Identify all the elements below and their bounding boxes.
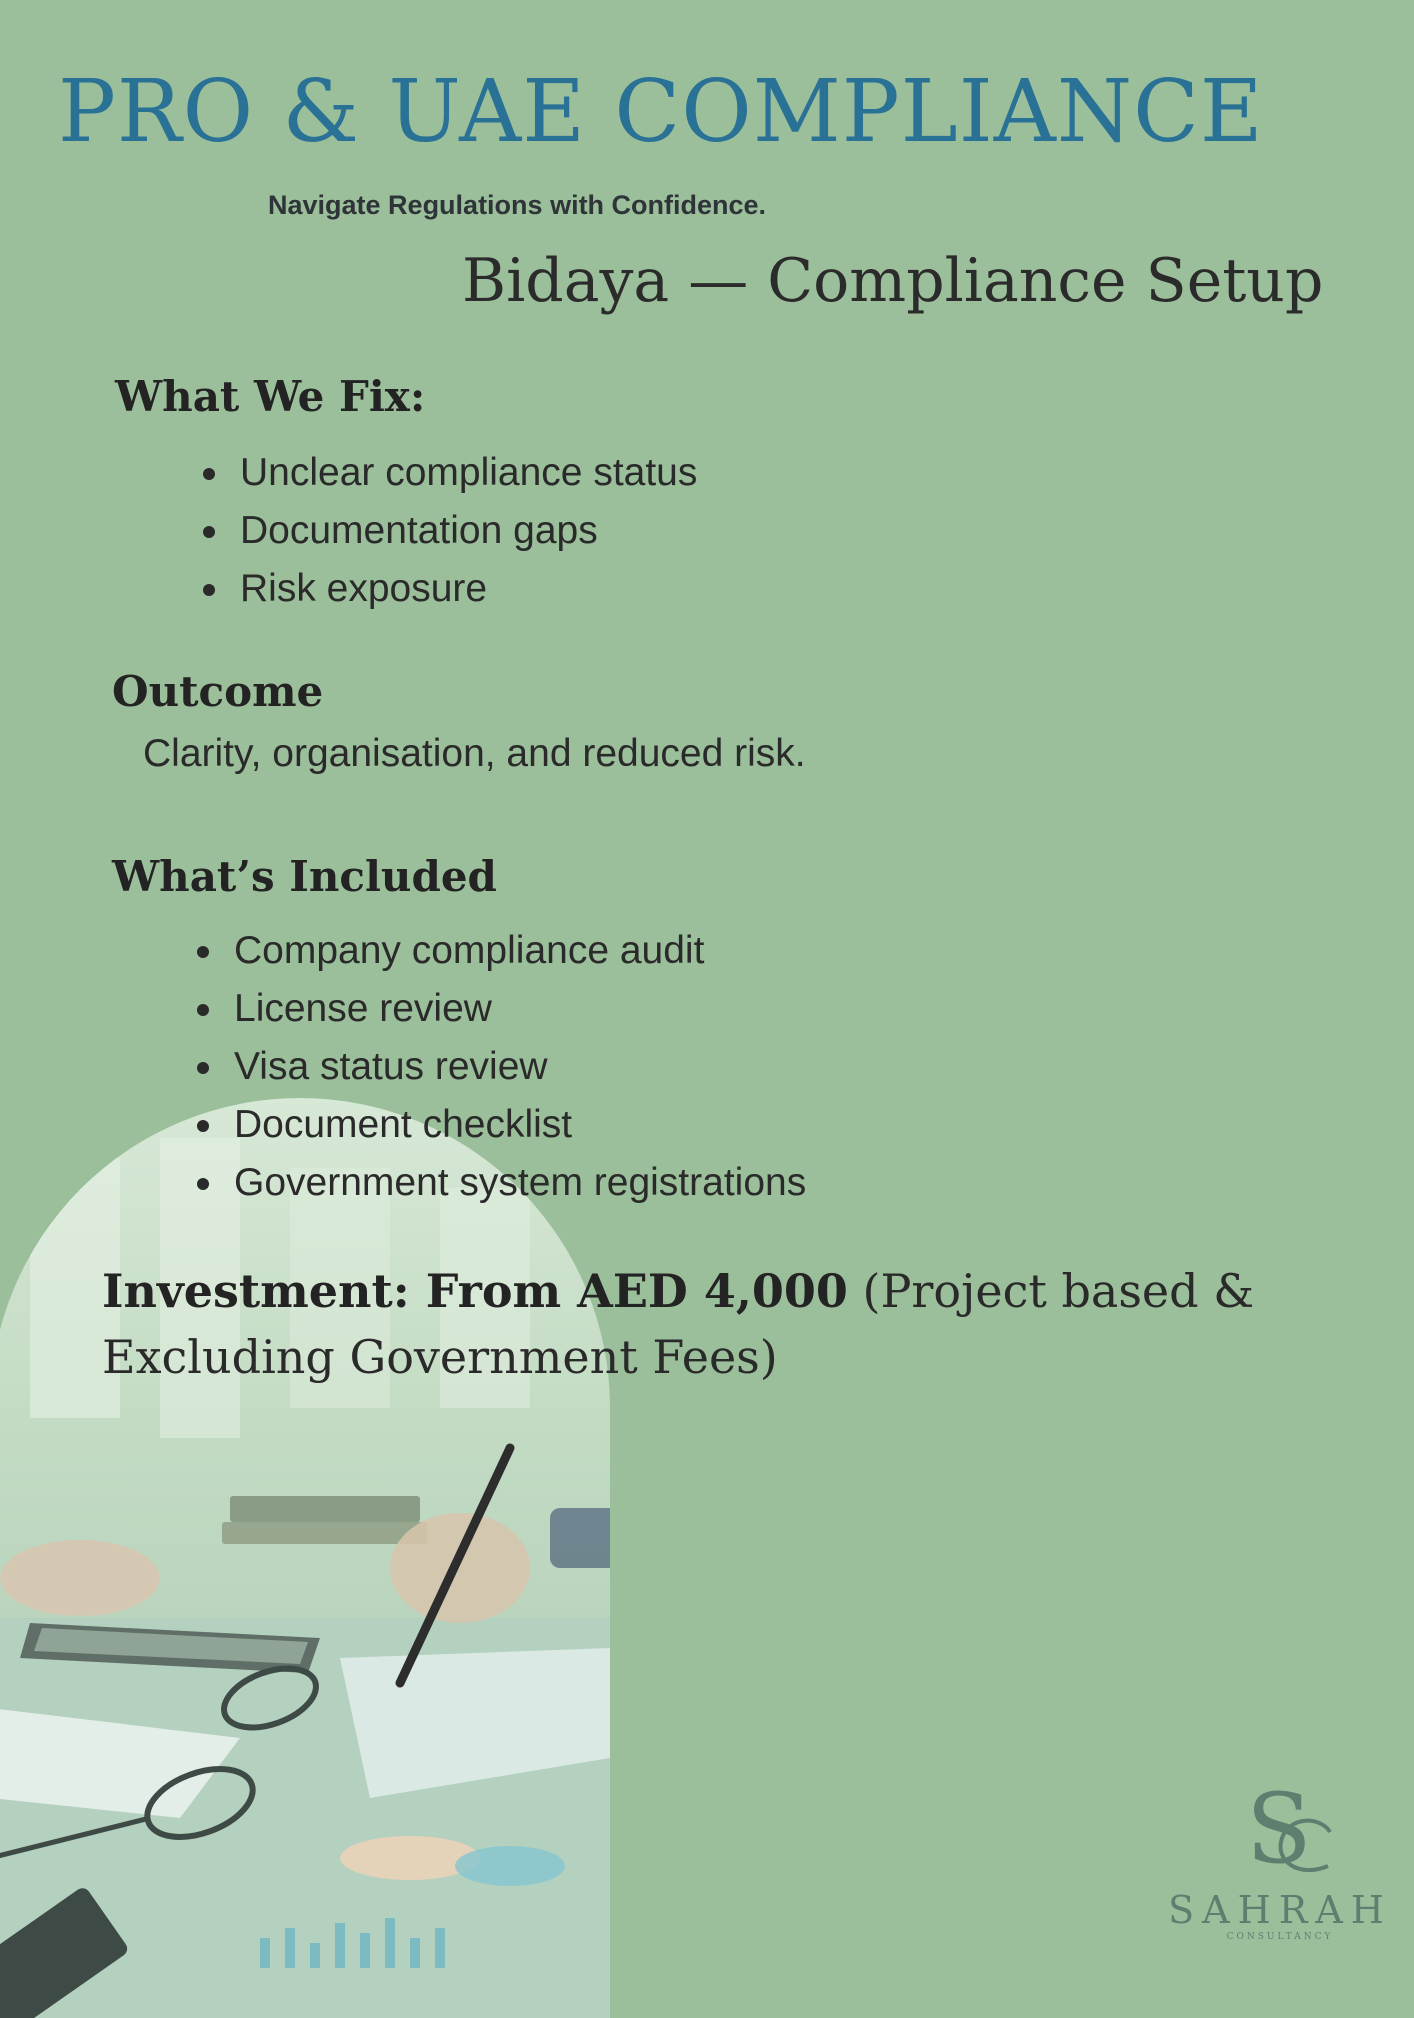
tagline: Navigate Regulations with Confidence. xyxy=(268,190,767,220)
investment-label: Investment: From AED 4,000 xyxy=(102,1264,848,1318)
list-item: Risk exposure xyxy=(198,560,697,618)
sahrah-logo xyxy=(1160,1780,1400,1940)
logo-name: SAHRAH xyxy=(1168,1888,1392,1932)
investment-note: (Project based & Excluding Government Fees) xyxy=(102,1264,1255,1384)
page-title: PRO & UAE COMPLIANCE xyxy=(58,62,1264,162)
sahrah-monogram-logo xyxy=(1220,1780,1340,1890)
what-we-fix-list xyxy=(198,444,697,618)
list-item: License review xyxy=(192,980,806,1038)
outcome-text: Clarity, organisation, and reduced risk. xyxy=(143,732,806,775)
list-item: Visa status review xyxy=(192,1038,806,1096)
whats-included-list xyxy=(192,922,806,1212)
whats-included-heading: What’s Included xyxy=(112,852,497,901)
list-item: Company compliance audit xyxy=(192,922,806,980)
service-subtitle: Bidaya — Compliance Setup xyxy=(462,246,1324,316)
what-we-fix-heading: What We Fix: xyxy=(115,372,426,421)
logo-sub: CONSULTANCY xyxy=(1226,1932,1334,1942)
list-item: Government system registrations xyxy=(192,1154,806,1212)
outcome-heading: Outcome xyxy=(112,667,324,716)
list-item: Document checklist xyxy=(192,1096,806,1154)
list-item: Documentation gaps xyxy=(198,502,697,560)
investment-statement xyxy=(102,1258,1402,1390)
list-item: Unclear compliance status xyxy=(198,444,697,502)
desk-paperwork-photo xyxy=(0,1098,610,2018)
logo-monogram-s: S xyxy=(1246,1780,1312,1885)
